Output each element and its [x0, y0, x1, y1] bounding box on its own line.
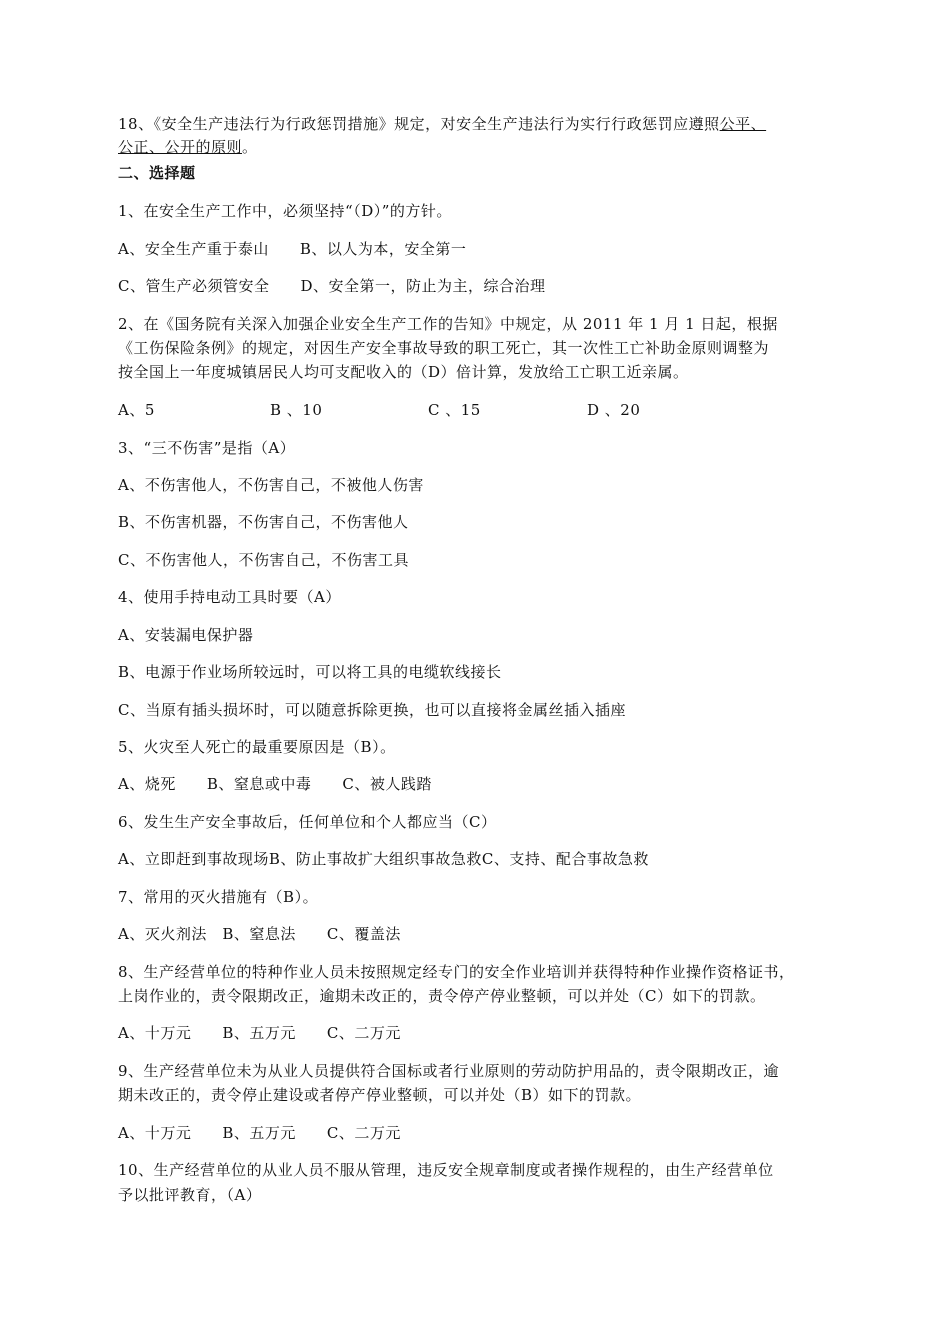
q5-options: A、烧死 B、窒息或中毒 C、被人践踏: [118, 775, 432, 793]
q1-question: 1、在安全生产工作中，必须坚持“（D）”的方针。: [118, 202, 452, 220]
underlined-answer: 公正、公开的原则: [118, 138, 243, 156]
q4-option-a: A、安装漏电保护器: [118, 626, 254, 644]
q8-line-2: 上岗作业的，责令限期改正，逾期未改正的，责令停产停业整顿，可以并处（C）如下的罚款。: [118, 987, 766, 1005]
q2-line-1: 2、在《国务院有关深入加强企业安全生产工作的告知》中规定，从 2011 年 1 月 1 日起，根据: [118, 315, 778, 333]
q3-question: 3、“三不伤害”是指（A）: [118, 439, 296, 457]
q18-line-1: 18、《安全生产违法行为行政惩罚措施》规定，对安全生产违法行为实行行政惩罚应遵照公平、: [118, 115, 767, 133]
q7-options: A、灭火剂法 B、窒息法 C、覆盖法: [118, 925, 401, 943]
q3-option-c: C、不伤害他人，不伤害自己，不伤害工具: [118, 551, 409, 569]
section-title: 二、选择题: [118, 164, 196, 182]
q7-question: 7、常用的灭火措施有（B）。: [118, 888, 319, 906]
q2-option-c: C 、15: [428, 401, 481, 419]
q5-question: 5、火灾至人死亡的最重要原因是（B）。: [118, 738, 396, 756]
q6-options: A、立即赶到事故现场B、防止事故扩大组织事故急救C、支持、配合事故急救: [118, 850, 649, 868]
q2-line-3: 按全国上一年度城镇居民人均可支配收入的（D）倍计算，发放给工亡职工近亲属。: [118, 363, 689, 381]
underlined-answer: 公平、: [719, 115, 767, 133]
q3-option-b: B、不伤害机器，不伤害自己，不伤害他人: [118, 513, 409, 531]
q2-option-a: A、5: [118, 401, 155, 419]
q4-option-c: C、当原有插头损坏时，可以随意拆除更换，也可以直接将金属丝插入插座: [118, 701, 626, 719]
q1-options-2: C、管生产必须管安全 D、安全第一，防止为主，综合治理: [118, 277, 546, 295]
q9-options: A、十万元 B、五万元 C、二万元: [118, 1124, 401, 1142]
q10-line-1: 10、生产经营单位的从业人员不服从管理，违反安全规章制度或者操作规程的，由生产经营单位: [118, 1161, 774, 1179]
q4-option-b: B、电源于作业场所较远时，可以将工具的电缆软线接长: [118, 663, 502, 681]
q1-options-1: A、安全生产重于泰山 B、以人为本，安全第一: [118, 240, 467, 258]
q2-option-d: D 、20: [587, 401, 641, 419]
q4-question: 4、使用手持电动工具时要（A）: [118, 588, 341, 606]
q8-line-1: 8、生产经营单位的特种作业人员未按照规定经专门的安全作业培训并获得特种作业操作资格证书，: [118, 963, 795, 981]
q8-options: A、十万元 B、五万元 C、二万元: [118, 1024, 401, 1042]
q9-line-1: 9、生产经营单位未为从业人员提供符合国标或者行业原则的劳动防护用品的，责令限期改正，逾: [118, 1062, 780, 1080]
q10-line-2: 予以批评教育，（A）: [118, 1186, 262, 1204]
q18-line-2: 公正、公开的原则。: [118, 138, 258, 156]
q2-line-2: 《工伤保险条例》的规定，对因生产安全事故导致的职工死亡，其一次性工亡补助金原则调整为: [118, 339, 770, 357]
q2-option-b: B 、10: [270, 401, 323, 419]
q3-option-a: A、不伤害他人，不伤害自己，不被他人伤害: [118, 476, 424, 494]
q9-line-2: 期未改正的，责令停止建设或者停产停业整顿，可以并处（B）如下的罚款。: [118, 1086, 642, 1104]
q6-question: 6、发生生产安全事故后，任何单位和个人都应当（C）: [118, 813, 497, 831]
